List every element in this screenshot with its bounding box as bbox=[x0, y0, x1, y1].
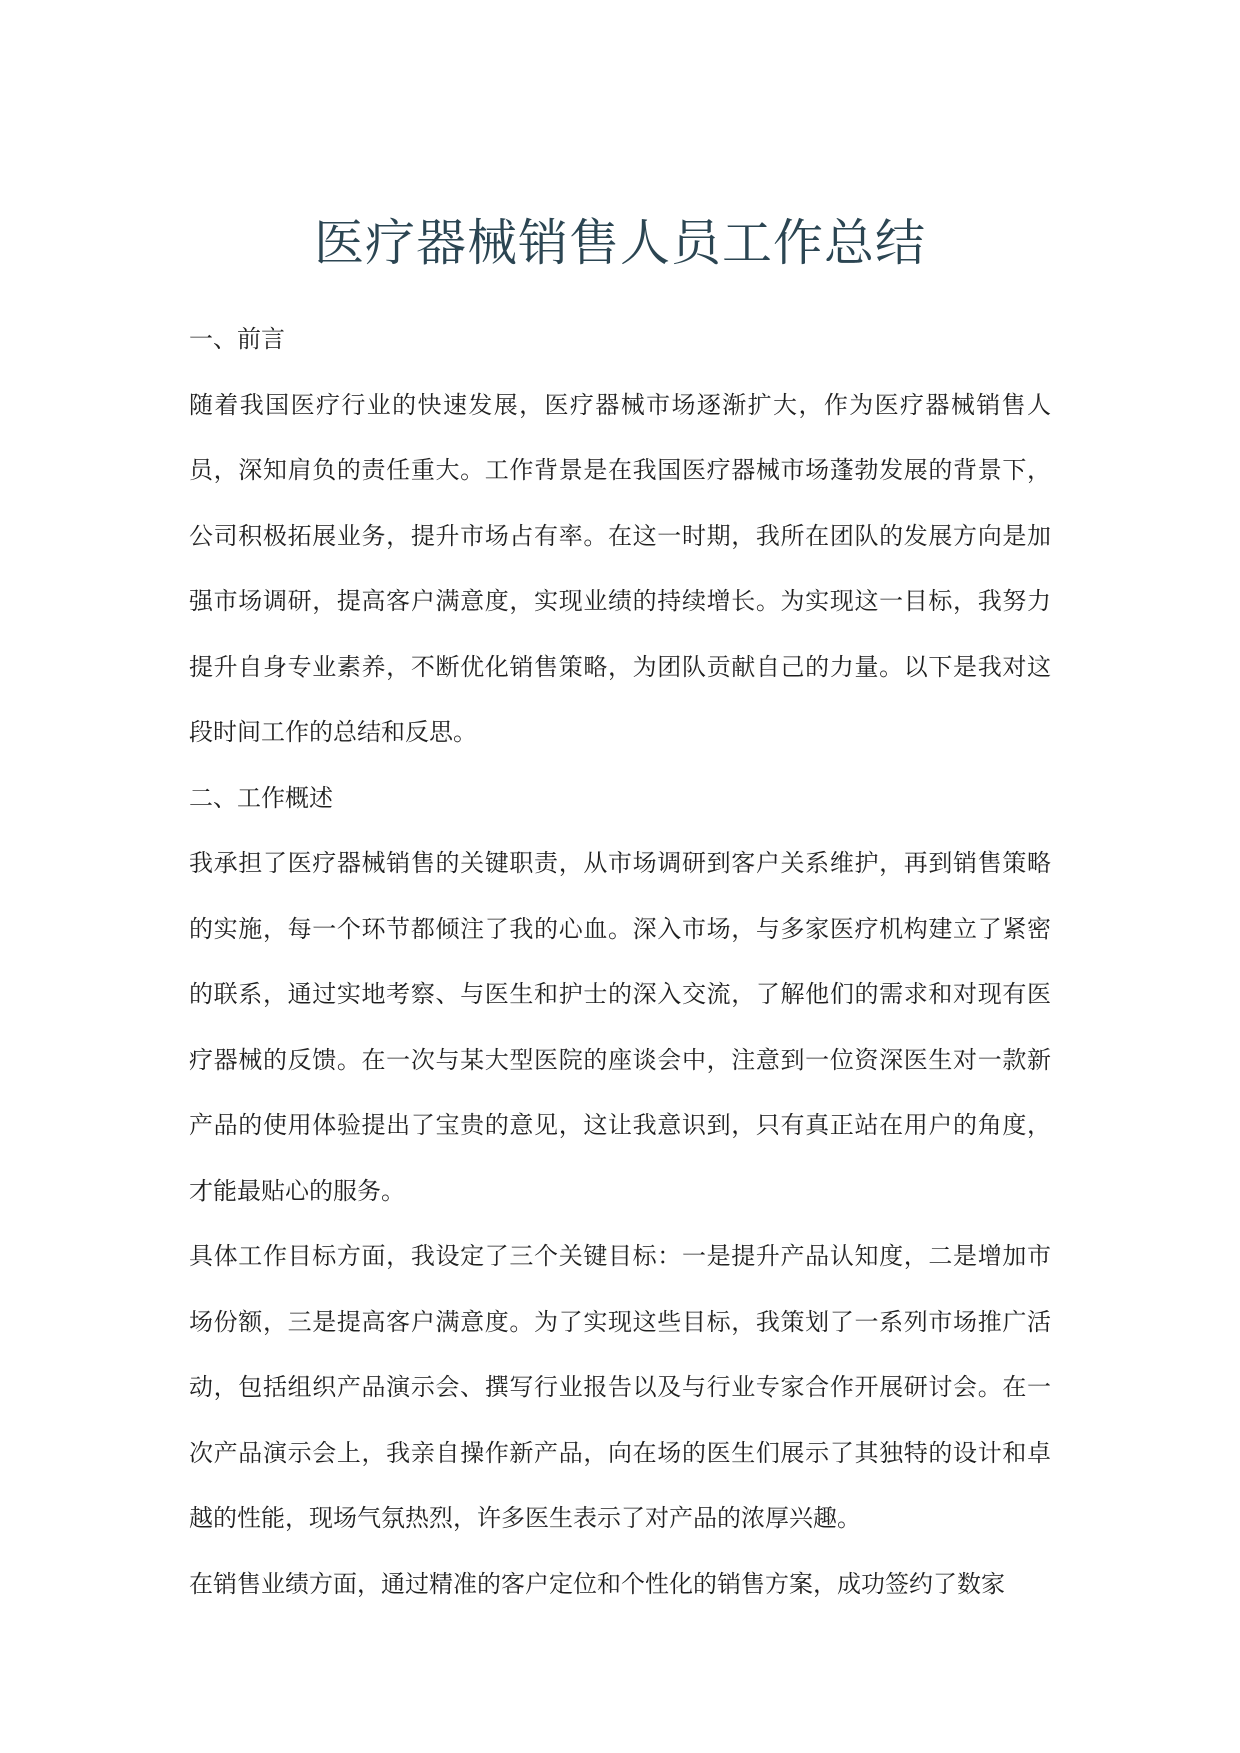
document-body bbox=[189, 307, 1051, 1617]
section-heading-preface: 一、前言 bbox=[189, 325, 285, 353]
paragraph-overview-1: 我承担了医疗器械销售的关键职责，从市场调研到客户关系维护，再到销售策略的实施，每一个环节都倾注了我的心血。深入市场，与多家医疗机构建立了紧密的联系，通过实地考察、与医生和护士的深入交流，了解他们的需求和对现有医疗器械的反馈。在一次与某大型医院的座谈会中，注意到一位资深医生对一款新产品的使用体验提出了宝贵的意见，这让我意识到，只有真正站在用户的角度，才能最贴心的服务。 bbox=[189, 849, 1051, 1205]
paragraph-overview-2: 具体工作目标方面，我设定了三个关键目标：一是提升产品认知度，二是增加市场份额，三是提高客户满意度。为了实现这些目标，我策划了一系列市场推广活动，包括组织产品演示会、撰写行业报告以及与行业专家合作开展研讨会。在一次产品演示会上，我亲自操作新产品，向在场的医生们展示了其独特的设计和卓越的性能，现场气氛热烈，许多医生表示了对产品的浓厚兴趣。 bbox=[189, 1242, 1051, 1532]
paragraph-preface: 随着我国医疗行业的快速发展，医疗器械市场逐渐扩大，作为医疗器械销售人员，深知肩负的责任重大。工作背景是在我国医疗器械市场蓬勃发展的背景下，公司积极拓展业务，提升市场占有率。在这一时期，我所在团队的发展方向是加强市场调研，提高客户满意度，实现业绩的持续增长。为实现这一目标，我努力提升自身专业素养，不断优化销售策略，为团队贡献自己的力量。以下是我对这段时间工作的总结和反思。 bbox=[189, 390, 1051, 746]
paragraph-overview-3: 在销售业绩方面，通过精准的客户定位和个性化的销售方案，成功签约了数家 bbox=[189, 1569, 1005, 1598]
section-heading-overview: 二、工作概述 bbox=[189, 783, 333, 812]
document-title: 医疗器械销售人员工作总结 bbox=[314, 214, 926, 272]
